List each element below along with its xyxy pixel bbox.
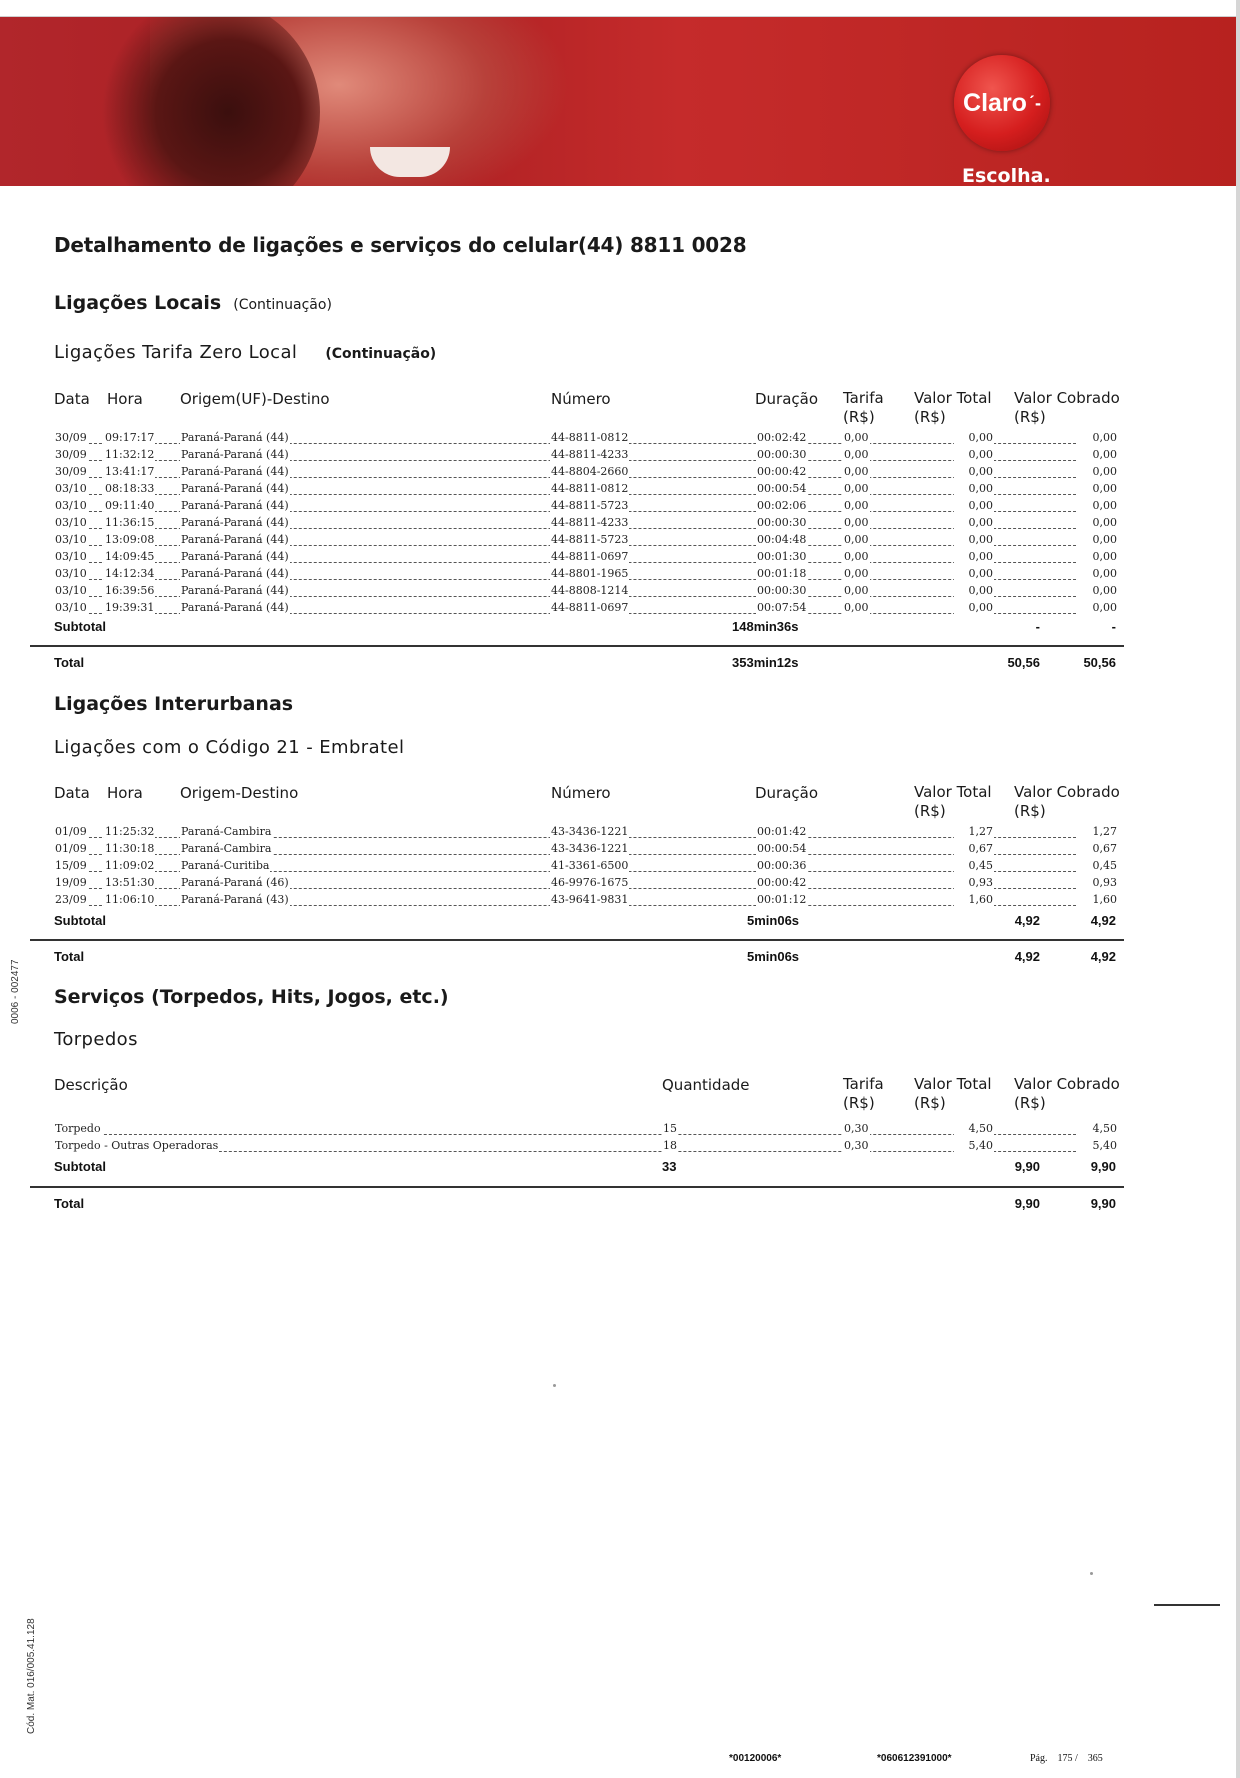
- page-edge: [1236, 0, 1240, 1778]
- page-label: Pág.: [1030, 1753, 1048, 1764]
- side-code: 0006 - 002477: [10, 959, 21, 1024]
- subsection-heading-torpedos: Torpedos: [54, 1029, 138, 1050]
- section-heading-locais: Ligações Locais (Continuação): [54, 292, 332, 314]
- table-row: [54, 601, 1116, 618]
- col-tarifa: Tarifa (R$): [843, 1075, 884, 1112]
- cell-descricao: Torpedo: [55, 1122, 101, 1135]
- cell-origem: Paraná-Paraná (44): [181, 465, 289, 478]
- cell-data: 03/10: [55, 482, 87, 495]
- subtotal-label: Subtotal: [54, 913, 106, 928]
- cell-hora: 14:09:45: [105, 550, 155, 563]
- table-row: [54, 550, 1116, 567]
- cell-numero: 43-9641-9831: [551, 893, 629, 906]
- cell-valor-total: 0,00: [954, 448, 994, 461]
- cell-hora: 11:06:10: [105, 893, 155, 906]
- section-heading-servicos: Serviços (Torpedos, Hits, Jogos, etc.): [54, 986, 449, 1008]
- cell-numero: 44-8811-5723: [551, 533, 629, 546]
- cell-origem: Paraná-Paraná (44): [181, 584, 289, 597]
- locais-subtotal-row: [54, 619, 1116, 637]
- brand-tagline: Escolha.: [962, 165, 1051, 186]
- cell-data: 30/09: [55, 431, 87, 444]
- cell-valor-cobrado: 0,00: [1076, 601, 1118, 614]
- subtotal-cobrado: 9,90: [1090, 1159, 1116, 1174]
- cell-quantidade: 18: [663, 1139, 677, 1152]
- cell-tarifa: 0,00: [844, 567, 869, 580]
- cell-valor-total: 0,00: [954, 533, 994, 546]
- page-total: 365: [1087, 1753, 1103, 1764]
- subsection-heading-embratel: Ligações com o Código 21 - Embratel: [54, 737, 405, 758]
- cell-duracao: 00:00:42: [757, 876, 807, 889]
- total-label: Total: [54, 655, 85, 670]
- subtotal-duracao: 5min06s: [747, 913, 800, 928]
- cell-hora: 11:09:02: [105, 859, 155, 872]
- total-label: Total: [54, 1196, 85, 1211]
- cell-numero: 44-8801-1965: [551, 567, 629, 580]
- cell-valor-total: 0,00: [954, 584, 994, 597]
- total-valor: 4,92: [1014, 949, 1040, 964]
- col-valor-total: Valor Total (R$): [914, 1075, 992, 1112]
- cell-tarifa: 0,00: [844, 448, 869, 461]
- cell-numero: 43-3436-1221: [551, 825, 629, 838]
- cell-valor-cobrado: 0,00: [1076, 533, 1118, 546]
- cell-numero: 41-3361-6500: [551, 859, 629, 872]
- col-descricao: Descrição: [54, 1076, 128, 1094]
- cell-valor-total: 0,00: [954, 516, 994, 529]
- cell-valor-cobrado: 5,40: [1076, 1139, 1118, 1152]
- col-origem: Origem(UF)-Destino: [180, 390, 330, 408]
- cell-data: 01/09: [55, 825, 87, 838]
- cell-numero: 44-8804-2660: [551, 465, 629, 478]
- col-hora: Hora: [107, 784, 143, 802]
- cell-tarifa: 0,30: [844, 1122, 869, 1135]
- cell-hora: 11:30:18: [105, 842, 155, 855]
- cell-origem: Paraná-Paraná (43): [181, 893, 289, 906]
- subtotal-cobrado: 4,92: [1090, 913, 1116, 928]
- cell-valor-cobrado: 1,27: [1076, 825, 1118, 838]
- cell-origem: Paraná-Cambira: [181, 825, 272, 838]
- cell-duracao: 00:00:36: [757, 859, 807, 872]
- col-valor-cobrado: Valor Cobrado (R$): [1014, 1075, 1120, 1112]
- cell-valor-total: 0,00: [954, 482, 994, 495]
- cell-origem: Paraná-Paraná (44): [181, 448, 289, 461]
- cell-data: 15/09: [55, 859, 87, 872]
- cell-valor-total: 0,00: [954, 601, 994, 614]
- scan-speck: [553, 1384, 556, 1387]
- cell-descricao: Torpedo - Outras Operadoras: [55, 1139, 219, 1152]
- total-duracao: 353min12s: [732, 655, 799, 670]
- total-cobrado: 9,90: [1090, 1196, 1116, 1211]
- table-row: [54, 465, 1116, 482]
- cell-tarifa: 0,00: [844, 482, 869, 495]
- cell-valor-cobrado: 0,00: [1076, 431, 1118, 444]
- cell-numero: 44-8811-0697: [551, 601, 629, 614]
- cell-numero: 44-8811-5723: [551, 499, 629, 512]
- table-row: [54, 859, 1116, 876]
- table-row: [54, 1122, 1116, 1139]
- cell-hora: 11:32:12: [105, 448, 155, 461]
- cell-duracao: 00:00:30: [757, 516, 807, 529]
- cell-hora: 08:18:33: [105, 482, 155, 495]
- cell-valor-total: 0,00: [954, 431, 994, 444]
- cell-valor-total: 0,00: [954, 499, 994, 512]
- cell-data: 01/09: [55, 842, 87, 855]
- footer-code-1: *00120006*: [729, 1753, 782, 1764]
- cell-origem: Paraná-Paraná (44): [181, 499, 289, 512]
- subtotal-cobrado: -: [1111, 619, 1116, 634]
- page-current: 175 /: [1057, 1753, 1078, 1764]
- cell-hora: 13:51:30: [105, 876, 155, 889]
- table-row: [54, 825, 1116, 842]
- table-row: [54, 431, 1116, 448]
- col-tarifa: Tarifa (R$): [843, 389, 884, 426]
- table-row: [54, 448, 1116, 465]
- cell-numero: 44-8808-1214: [551, 584, 629, 597]
- col-valor-total: Valor Total (R$): [914, 783, 992, 820]
- divider: [30, 939, 1124, 941]
- cell-numero: 44-8811-4233: [551, 448, 629, 461]
- cell-hora: 13:41:17: [105, 465, 155, 478]
- subtotal-total: 9,90: [1014, 1159, 1040, 1174]
- table-row: [54, 516, 1116, 533]
- cell-tarifa: 0,00: [844, 584, 869, 597]
- cell-valor-total: 1,27: [954, 825, 994, 838]
- side-material-code: Cód. Mat. 016/005.41.128: [26, 1618, 37, 1734]
- subtotal-duracao: 148min36s: [732, 619, 799, 634]
- cell-valor-total: 0,00: [954, 465, 994, 478]
- cell-data: 03/10: [55, 550, 87, 563]
- cell-numero: 44-8811-0697: [551, 550, 629, 563]
- cell-duracao: 00:01:12: [757, 893, 807, 906]
- cell-origem: Paraná-Paraná (44): [181, 567, 289, 580]
- cell-data: 03/10: [55, 584, 87, 597]
- table-row: [54, 584, 1116, 601]
- cell-tarifa: 0,00: [844, 516, 869, 529]
- col-hora: Hora: [107, 390, 143, 408]
- cell-valor-cobrado: 0,00: [1076, 584, 1118, 597]
- cell-valor-cobrado: 0,00: [1076, 516, 1118, 529]
- total-valor: 9,90: [1014, 1196, 1040, 1211]
- cell-valor-cobrado: 0,93: [1076, 876, 1118, 889]
- cell-tarifa: 0,00: [844, 499, 869, 512]
- cell-numero: 46-9976-1675: [551, 876, 629, 889]
- total-cobrado: 4,92: [1090, 949, 1116, 964]
- cell-valor-cobrado: 4,50: [1076, 1122, 1118, 1135]
- cell-hora: 16:39:56: [105, 584, 155, 597]
- table-row: [54, 1139, 1116, 1156]
- cell-tarifa: 0,00: [844, 601, 869, 614]
- col-origem: Origem-Destino: [180, 784, 299, 802]
- cell-duracao: 00:00:54: [757, 482, 807, 495]
- servicos-subtotal-row: [54, 1159, 1116, 1177]
- cell-data: 03/10: [55, 567, 87, 580]
- cell-origem: Paraná-Cambira: [181, 842, 272, 855]
- cell-duracao: 00:00:54: [757, 842, 807, 855]
- cell-hora: 14:12:34: [105, 567, 155, 580]
- cell-data: 30/09: [55, 448, 87, 461]
- table-row: [54, 567, 1116, 584]
- total-valor: 50,56: [1007, 655, 1040, 670]
- cell-duracao: 00:02:06: [757, 499, 807, 512]
- col-data: Data: [54, 390, 90, 408]
- table-row: [54, 893, 1116, 910]
- cell-data: 19/09: [55, 876, 87, 889]
- cell-valor-cobrado: 0,45: [1076, 859, 1118, 872]
- table-row: [54, 876, 1116, 893]
- cell-numero: 44-8811-0812: [551, 431, 629, 444]
- cell-tarifa: 0,00: [844, 550, 869, 563]
- divider: [30, 645, 1124, 647]
- cell-hora: 09:17:17: [105, 431, 155, 444]
- cell-numero: 44-8811-4233: [551, 516, 629, 529]
- cell-origem: Paraná-Paraná (46): [181, 876, 289, 889]
- cell-data: 03/10: [55, 516, 87, 529]
- cell-valor-total: 0,00: [954, 567, 994, 580]
- total-duracao: 5min06s: [747, 949, 800, 964]
- interurbanas-total-row: [54, 949, 1116, 967]
- cell-origem: Paraná-Paraná (44): [181, 516, 289, 529]
- cell-valor-total: 0,93: [954, 876, 994, 889]
- cell-valor-cobrado: 0,00: [1076, 465, 1118, 478]
- cell-duracao: 00:01:18: [757, 567, 807, 580]
- cell-numero: 43-3436-1221: [551, 842, 629, 855]
- col-duracao: Duração: [755, 784, 819, 802]
- scan-speck: [1090, 1572, 1093, 1575]
- cell-valor-total: 5,40: [954, 1139, 994, 1152]
- cell-duracao: 00:00:30: [757, 448, 807, 461]
- cell-data: 03/10: [55, 499, 87, 512]
- cell-data: 30/09: [55, 465, 87, 478]
- cell-duracao: 00:01:42: [757, 825, 807, 838]
- cell-duracao: 00:04:48: [757, 533, 807, 546]
- subtotal-total: 4,92: [1014, 913, 1040, 928]
- cell-duracao: 00:00:30: [757, 584, 807, 597]
- locais-total-row: [54, 655, 1116, 673]
- cell-hora: 11:36:15: [105, 516, 155, 529]
- top-edge: [0, 0, 1240, 17]
- page-number: [1030, 1753, 1113, 1764]
- footer-code-2: *060612391000*: [877, 1753, 952, 1764]
- table-row: [54, 482, 1116, 499]
- cell-numero: 44-8811-0812: [551, 482, 629, 495]
- cell-quantidade: 15: [663, 1122, 677, 1135]
- cell-duracao: 00:02:42: [757, 431, 807, 444]
- banner-photo-hair: [90, 17, 320, 186]
- cell-hora: 09:11:40: [105, 499, 155, 512]
- cell-origem: Paraná-Curitiba: [181, 859, 270, 872]
- subtotal-label: Subtotal: [54, 619, 106, 634]
- cell-valor-cobrado: 0,00: [1076, 482, 1118, 495]
- cell-data: 03/10: [55, 601, 87, 614]
- col-quantidade: Quantidade: [662, 1076, 750, 1094]
- cell-origem: Paraná-Paraná (44): [181, 550, 289, 563]
- subtotal-quantidade: 33: [662, 1159, 677, 1174]
- cell-hora: 11:25:32: [105, 825, 155, 838]
- margin-mark: [1154, 1604, 1220, 1606]
- cell-data: 23/09: [55, 893, 87, 906]
- subtotal-label: Subtotal: [54, 1159, 106, 1174]
- page-title: Detalhamento de ligações e serviços do celular(44) 8811 0028: [54, 233, 747, 257]
- total-cobrado: 50,56: [1083, 655, 1116, 670]
- cell-valor-cobrado: 0,00: [1076, 499, 1118, 512]
- cell-valor-cobrado: 0,00: [1076, 448, 1118, 461]
- cell-valor-total: 4,50: [954, 1122, 994, 1135]
- col-valor-cobrado: Valor Cobrado (R$): [1014, 389, 1120, 426]
- subsection-heading-tarifa-zero: Ligações Tarifa Zero Local (Continuação): [54, 342, 437, 363]
- cell-valor-total: 0,67: [954, 842, 994, 855]
- cell-hora: 13:09:08: [105, 533, 155, 546]
- header-banner: [0, 17, 1236, 186]
- servicos-total-row: [54, 1196, 1116, 1214]
- cell-valor-cobrado: 0,67: [1076, 842, 1118, 855]
- table-row: [54, 842, 1116, 859]
- divider: [30, 1186, 1124, 1188]
- cell-tarifa: 0,00: [844, 431, 869, 444]
- cell-duracao: 00:07:54: [757, 601, 807, 614]
- col-valor-total: Valor Total (R$): [914, 389, 992, 426]
- cell-valor-total: 1,60: [954, 893, 994, 906]
- cell-tarifa: 0,00: [844, 533, 869, 546]
- interurbanas-subtotal-row: [54, 913, 1116, 931]
- col-duracao: Duração: [755, 390, 819, 408]
- total-label: Total: [54, 949, 85, 964]
- cell-duracao: 00:01:30: [757, 550, 807, 563]
- cell-valor-cobrado: 1,60: [1076, 893, 1118, 906]
- cell-valor-total: 0,00: [954, 550, 994, 563]
- cell-valor-cobrado: 0,00: [1076, 567, 1118, 580]
- col-numero: Número: [551, 390, 611, 408]
- cell-tarifa: 0,30: [844, 1139, 869, 1152]
- cell-origem: Paraná-Paraná (44): [181, 431, 289, 444]
- cell-hora: 19:39:31: [105, 601, 155, 614]
- claro-logo: Claro ˊ-: [954, 55, 1050, 151]
- cell-tarifa: 0,00: [844, 465, 869, 478]
- col-numero: Número: [551, 784, 611, 802]
- table-row: [54, 499, 1116, 516]
- col-valor-cobrado: Valor Cobrado (R$): [1014, 783, 1120, 820]
- cell-origem: Paraná-Paraná (44): [181, 482, 289, 495]
- cell-origem: Paraná-Paraná (44): [181, 601, 289, 614]
- cell-origem: Paraná-Paraná (44): [181, 533, 289, 546]
- col-data: Data: [54, 784, 90, 802]
- section-heading-interurbanas: Ligações Interurbanas: [54, 693, 294, 715]
- subtotal-total: -: [1035, 619, 1040, 634]
- cell-data: 03/10: [55, 533, 87, 546]
- cell-duracao: 00:00:42: [757, 465, 807, 478]
- cell-valor-cobrado: 0,00: [1076, 550, 1118, 563]
- cell-valor-total: 0,45: [954, 859, 994, 872]
- table-row: [54, 533, 1116, 550]
